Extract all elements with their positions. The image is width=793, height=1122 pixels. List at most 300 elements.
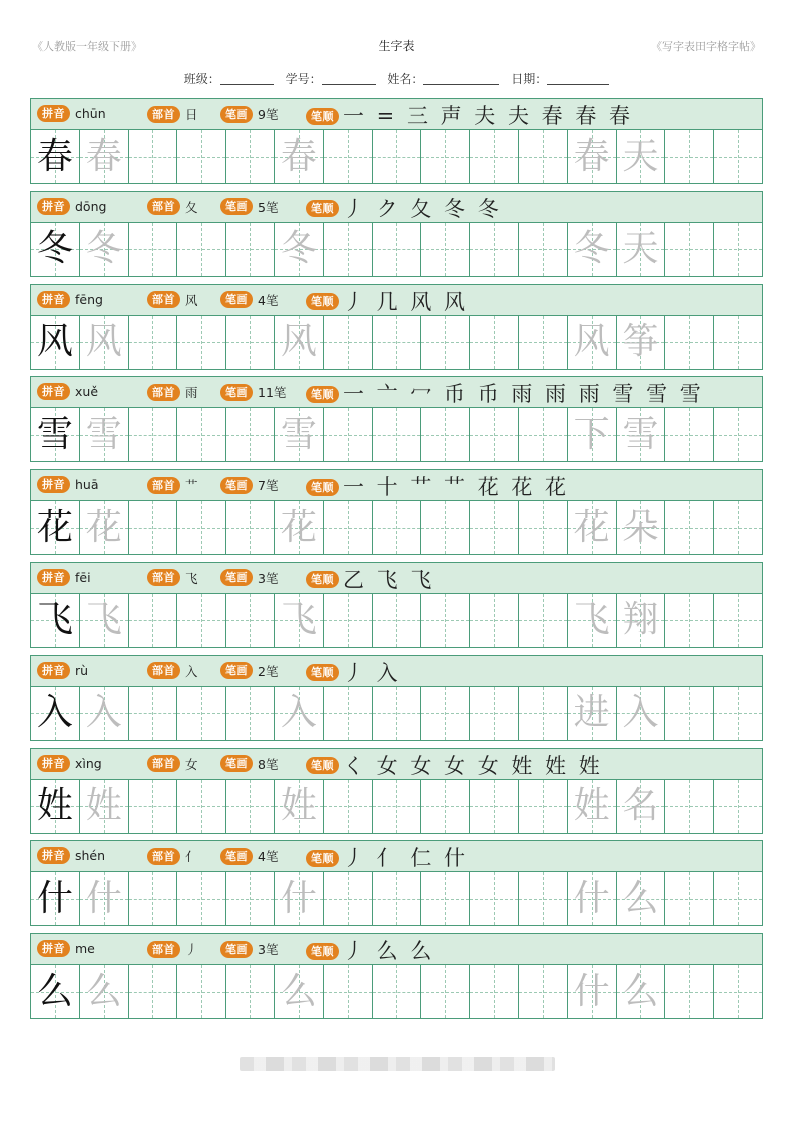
writing-cell[interactable] — [617, 501, 666, 554]
writing-cell[interactable] — [31, 316, 80, 369]
stroke-count-segment — [220, 940, 278, 958]
writing-cell[interactable] — [324, 780, 373, 833]
writing-cell[interactable] — [129, 223, 178, 276]
pinyin-segment — [37, 105, 106, 122]
writing-cell[interactable] — [568, 780, 617, 833]
stroke-count-value: 3笔 — [258, 942, 279, 958]
writing-cell[interactable] — [519, 872, 568, 925]
writing-cell[interactable] — [226, 872, 275, 925]
class-field — [184, 70, 274, 87]
writing-cell[interactable] — [177, 872, 226, 925]
pinyin-value: shén — [75, 848, 106, 864]
writing-cell[interactable] — [226, 594, 275, 647]
writing-cell[interactable] — [665, 687, 714, 740]
writing-cell[interactable] — [470, 223, 519, 276]
stroke-count-segment — [220, 476, 278, 494]
page-title: 生字表 — [378, 39, 415, 53]
stroke-order-value: 丿 么 么 — [343, 939, 435, 964]
radical-value: 女 — [185, 756, 198, 772]
writing-cell[interactable] — [31, 501, 80, 554]
writing-cell[interactable] — [568, 501, 617, 554]
writing-cell[interactable] — [617, 223, 666, 276]
trace-character: 雪 — [85, 413, 122, 455]
radical-value: 艹 — [185, 478, 198, 494]
writing-cell[interactable] — [665, 965, 714, 1018]
writing-cell[interactable] — [617, 594, 666, 647]
trace-character: 飞 — [280, 599, 317, 641]
writing-cell[interactable] — [568, 223, 617, 276]
writing-cell[interactable] — [373, 594, 422, 647]
pinyin-value: huā — [75, 477, 99, 493]
writing-cell[interactable] — [665, 223, 714, 276]
tianzige-grid — [31, 223, 762, 276]
trace-character: 么 — [85, 970, 122, 1012]
stroke-count-label: 笔画 — [220, 198, 253, 215]
writing-cell[interactable] — [373, 130, 422, 183]
writing-cell[interactable] — [324, 965, 373, 1018]
writing-cell[interactable] — [470, 501, 519, 554]
writing-cell[interactable] — [470, 316, 519, 369]
writing-cell[interactable] — [373, 965, 422, 1018]
stroke-count-label: 笔画 — [220, 477, 253, 494]
textbook-edition: 《人教版一年级下册》 — [32, 40, 142, 53]
stroke-order-segment — [306, 755, 603, 777]
writing-cell[interactable] — [568, 965, 617, 1018]
model-character: 飞 — [36, 599, 73, 641]
model-character: 入 — [36, 692, 73, 734]
model-character: 什 — [36, 877, 73, 919]
writing-cell[interactable] — [31, 780, 80, 833]
radical-segment — [147, 569, 198, 587]
writing-cell[interactable] — [714, 687, 762, 740]
writing-cell[interactable] — [177, 223, 226, 276]
stroke-count-label: 笔画 — [220, 755, 253, 772]
stroke-order-label: 笔顺 — [306, 943, 339, 960]
trace-character: 姓 — [85, 785, 122, 827]
radical-label: 部首 — [147, 106, 180, 123]
writing-cell[interactable] — [519, 594, 568, 647]
radical-value: 亻 — [185, 849, 198, 865]
writing-cell[interactable] — [519, 130, 568, 183]
writing-cell[interactable] — [129, 130, 178, 183]
trace-character: 雪 — [280, 413, 317, 455]
stroke-order-segment — [306, 383, 704, 405]
trace-character: 么 — [280, 970, 317, 1012]
writing-cell[interactable] — [80, 223, 129, 276]
stroke-order-label: 笔顺 — [306, 386, 339, 403]
writing-cell[interactable] — [665, 408, 714, 461]
name-label: 姓名： — [387, 72, 424, 86]
pinyin-label: 拼音 — [37, 569, 70, 586]
writing-cell[interactable] — [324, 316, 373, 369]
char-info-header — [31, 749, 762, 780]
writing-cell[interactable] — [421, 408, 470, 461]
char-info-header — [31, 377, 762, 408]
stroke-order-label: 笔顺 — [306, 664, 339, 681]
trace-character: 入 — [622, 692, 659, 734]
stroke-count-segment — [220, 198, 278, 216]
writing-cell[interactable] — [177, 594, 226, 647]
writing-cell[interactable] — [275, 223, 324, 276]
stroke-order-value: 一 十 艹 艹 花 花 花 — [343, 475, 570, 500]
writing-cell[interactable] — [665, 780, 714, 833]
writing-cell[interactable] — [129, 501, 178, 554]
radical-value: 雨 — [185, 385, 198, 401]
writing-cell[interactable] — [714, 965, 762, 1018]
writing-cell[interactable] — [665, 316, 714, 369]
writing-cell[interactable] — [519, 687, 568, 740]
trace-character: 飞 — [85, 599, 122, 641]
writing-cell[interactable] — [373, 223, 422, 276]
name-blank[interactable] — [423, 73, 499, 85]
number-label: 学号： — [285, 72, 322, 86]
writing-cell[interactable] — [373, 687, 422, 740]
writing-cell[interactable] — [617, 130, 666, 183]
writing-cell[interactable] — [519, 408, 568, 461]
stroke-count-label: 笔画 — [220, 848, 253, 865]
radical-label: 部首 — [147, 198, 180, 215]
writing-cell[interactable] — [373, 501, 422, 554]
writing-cell[interactable] — [714, 501, 762, 554]
writing-cell[interactable] — [80, 965, 129, 1018]
radical-segment — [147, 476, 198, 494]
tianzige-grid — [31, 687, 762, 740]
writing-cell[interactable] — [275, 316, 324, 369]
writing-cell[interactable] — [617, 408, 666, 461]
writing-cell[interactable] — [177, 408, 226, 461]
trace-character: 冬 — [280, 228, 317, 270]
pinyin-segment — [37, 940, 95, 957]
writing-cell[interactable] — [177, 316, 226, 369]
pinyin-label: 拼音 — [37, 198, 70, 215]
writing-cell[interactable] — [226, 780, 275, 833]
writing-cell[interactable] — [226, 130, 275, 183]
trace-character: 冬 — [573, 228, 610, 270]
writing-cell[interactable] — [31, 687, 80, 740]
writing-cell[interactable] — [519, 965, 568, 1018]
writing-cell[interactable] — [275, 687, 324, 740]
writing-cell[interactable] — [324, 872, 373, 925]
char-row-8 — [30, 748, 763, 834]
writing-cell[interactable] — [177, 687, 226, 740]
char-row-6 — [30, 562, 763, 648]
writing-cell[interactable] — [226, 408, 275, 461]
writing-cell[interactable] — [470, 594, 519, 647]
pinyin-segment — [37, 847, 105, 864]
writing-cell[interactable] — [80, 316, 129, 369]
tianzige-grid — [31, 408, 762, 461]
writing-cell[interactable] — [519, 501, 568, 554]
writing-cell[interactable] — [568, 687, 617, 740]
model-character: 姓 — [36, 785, 73, 827]
writing-cell[interactable] — [226, 316, 275, 369]
trace-character: 么 — [622, 877, 659, 919]
writing-cell[interactable] — [80, 872, 129, 925]
radical-segment — [147, 383, 198, 401]
writing-cell[interactable] — [80, 501, 129, 554]
writing-cell[interactable] — [714, 780, 762, 833]
char-info-header — [31, 99, 762, 130]
model-character: 风 — [36, 321, 73, 363]
tianzige-grid — [31, 130, 762, 183]
stroke-count-label: 笔画 — [220, 291, 253, 308]
writing-cell[interactable] — [275, 872, 324, 925]
stroke-count-value: 2笔 — [258, 663, 279, 679]
writing-cell[interactable] — [275, 965, 324, 1018]
pinyin-segment — [37, 569, 91, 586]
stroke-order-value: 一 亠 冖 币 币 雨 雨 雨 雪 雪 雪 — [343, 382, 704, 407]
radical-label: 部首 — [147, 569, 180, 586]
writing-cell[interactable] — [714, 594, 762, 647]
stroke-order-label: 笔顺 — [306, 571, 339, 588]
writing-cell[interactable] — [470, 780, 519, 833]
trace-character: 什 — [280, 877, 317, 919]
stroke-order-segment — [306, 198, 502, 220]
writing-cell[interactable] — [275, 594, 324, 647]
writing-cell[interactable] — [568, 130, 617, 183]
stroke-count-segment — [220, 291, 278, 309]
pinyin-value: fēi — [75, 569, 91, 585]
writing-cell[interactable] — [568, 594, 617, 647]
radical-value: 日 — [185, 107, 198, 122]
writing-cell[interactable] — [373, 408, 422, 461]
writing-cell[interactable] — [31, 594, 80, 647]
pinyin-label: 拼音 — [37, 105, 70, 122]
writing-cell[interactable] — [226, 501, 275, 554]
writing-cell[interactable] — [324, 130, 373, 183]
writing-cell[interactable] — [129, 408, 178, 461]
writing-cell[interactable] — [80, 408, 129, 461]
trace-character: 下 — [573, 413, 610, 455]
writing-cell[interactable] — [421, 130, 470, 183]
trace-character: 姓 — [280, 785, 317, 827]
writing-cell[interactable] — [714, 316, 762, 369]
stroke-count-segment — [220, 755, 278, 773]
trace-character: 雪 — [622, 413, 659, 455]
pinyin-value: fēng — [75, 291, 103, 307]
stroke-order-segment — [306, 476, 569, 498]
stroke-count-segment — [220, 662, 278, 680]
writing-cell[interactable] — [31, 223, 80, 276]
writing-cell[interactable] — [31, 965, 80, 1018]
pinyin-segment — [37, 662, 88, 679]
stroke-count-label: 笔画 — [220, 106, 253, 123]
writing-cell[interactable] — [226, 687, 275, 740]
writing-cell[interactable] — [275, 408, 324, 461]
radical-label: 部首 — [147, 384, 180, 401]
radical-label: 部首 — [147, 477, 180, 494]
writing-cell[interactable] — [31, 130, 80, 183]
writing-cell[interactable] — [617, 687, 666, 740]
writing-cell[interactable] — [129, 594, 178, 647]
writing-cell[interactable] — [519, 223, 568, 276]
stroke-order-value: 丿 几 风 风 — [343, 289, 469, 314]
writing-cell[interactable] — [421, 780, 470, 833]
stroke-count-value: 4笔 — [258, 849, 279, 865]
tianzige-grid — [31, 594, 762, 647]
char-info-header — [31, 470, 762, 501]
radical-label: 部首 — [147, 941, 180, 958]
trace-character: 什 — [85, 877, 122, 919]
class-label: 班级： — [183, 72, 220, 86]
writing-cell[interactable] — [31, 872, 80, 925]
writing-cell[interactable] — [421, 316, 470, 369]
writing-cell[interactable] — [519, 316, 568, 369]
tianzige-grid — [31, 780, 762, 833]
pinyin-label: 拼音 — [37, 755, 70, 772]
writing-cell[interactable] — [568, 408, 617, 461]
writing-cell[interactable] — [129, 687, 178, 740]
pinyin-label: 拼音 — [37, 662, 70, 679]
radical-value: 入 — [185, 663, 198, 679]
stroke-count-value: 7笔 — [258, 478, 279, 494]
char-info-header — [31, 934, 762, 965]
pinyin-label: 拼音 — [37, 383, 70, 400]
character-rows — [30, 98, 763, 1026]
tianzige-grid — [31, 501, 762, 554]
workbook-title: 《写字表田字格字帖》 — [651, 40, 761, 53]
writing-cell[interactable] — [373, 872, 422, 925]
writing-cell[interactable] — [129, 316, 178, 369]
writing-cell[interactable] — [665, 501, 714, 554]
writing-cell[interactable] — [568, 316, 617, 369]
pinyin-value: xuě — [75, 384, 99, 400]
trace-character: 入 — [280, 692, 317, 734]
writing-cell[interactable] — [470, 965, 519, 1018]
trace-character: 筝 — [622, 321, 659, 363]
writing-cell[interactable] — [470, 872, 519, 925]
date-blank[interactable] — [547, 73, 609, 85]
pinyin-value: me — [75, 941, 95, 957]
radical-label: 部首 — [147, 291, 180, 308]
writing-cell[interactable] — [129, 780, 178, 833]
pinyin-label: 拼音 — [37, 476, 70, 493]
writing-cell[interactable] — [373, 316, 422, 369]
radical-segment — [147, 847, 198, 865]
writing-cell[interactable] — [80, 687, 129, 740]
writing-cell[interactable] — [80, 594, 129, 647]
writing-cell[interactable] — [275, 780, 324, 833]
writing-cell[interactable] — [665, 594, 714, 647]
writing-cell[interactable] — [665, 130, 714, 183]
date-label: 日期： — [511, 72, 548, 86]
writing-cell[interactable] — [421, 965, 470, 1018]
writing-cell[interactable] — [421, 594, 470, 647]
stroke-order-value: 丿 ク 夂 冬 冬 — [343, 196, 502, 221]
writing-cell[interactable] — [373, 780, 422, 833]
writing-cell[interactable] — [80, 130, 129, 183]
writing-cell[interactable] — [324, 594, 373, 647]
trace-character: 冬 — [85, 228, 122, 270]
pinyin-value: rù — [75, 662, 89, 678]
writing-cell[interactable] — [275, 130, 324, 183]
page-header — [30, 38, 763, 54]
stroke-order-segment — [306, 940, 434, 962]
trace-character: 春 — [85, 135, 122, 177]
char-row-4 — [30, 376, 763, 462]
trace-character: 花 — [85, 506, 122, 548]
writing-cell[interactable] — [470, 687, 519, 740]
writing-cell[interactable] — [275, 501, 324, 554]
writing-cell[interactable] — [714, 408, 762, 461]
blurred-footer — [240, 1057, 555, 1071]
writing-cell[interactable] — [177, 501, 226, 554]
model-character: 冬 — [36, 228, 73, 270]
writing-cell[interactable] — [129, 872, 178, 925]
char-info-header — [31, 563, 762, 594]
writing-cell[interactable] — [421, 501, 470, 554]
writing-cell[interactable] — [617, 780, 666, 833]
radical-segment — [147, 291, 198, 309]
writing-cell[interactable] — [177, 965, 226, 1018]
writing-cell[interactable] — [80, 780, 129, 833]
writing-cell[interactable] — [665, 872, 714, 925]
writing-cell[interactable] — [470, 130, 519, 183]
class-blank[interactable] — [220, 73, 274, 85]
pinyin-value: dōng — [75, 198, 107, 214]
radical-segment — [147, 198, 198, 216]
char-info-header — [31, 285, 762, 316]
trace-character: 名 — [622, 785, 659, 827]
pinyin-value: chūn — [75, 106, 106, 121]
pinyin-segment — [37, 383, 98, 400]
writing-cell[interactable] — [226, 223, 275, 276]
stroke-count-label: 笔画 — [220, 384, 253, 401]
model-character: 花 — [36, 506, 73, 548]
writing-cell[interactable] — [31, 408, 80, 461]
trace-character: 风 — [85, 321, 122, 363]
stroke-order-value: 乙 飞 飞 — [343, 567, 435, 592]
writing-cell[interactable] — [617, 316, 666, 369]
writing-cell[interactable] — [470, 408, 519, 461]
writing-cell[interactable] — [617, 872, 666, 925]
number-blank[interactable] — [322, 73, 376, 85]
trace-character: 春 — [573, 135, 610, 177]
tianzige-grid — [31, 316, 762, 369]
trace-character: 姓 — [573, 785, 610, 827]
writing-cell[interactable] — [177, 130, 226, 183]
stroke-order-segment — [306, 662, 401, 684]
trace-character: 风 — [280, 321, 317, 363]
char-row-10 — [30, 933, 763, 1019]
trace-character: 进 — [573, 692, 610, 734]
model-character: 么 — [36, 970, 73, 1012]
pinyin-segment — [37, 291, 103, 308]
writing-cell[interactable] — [226, 965, 275, 1018]
writing-cell[interactable] — [714, 130, 762, 183]
trace-character: 朵 — [622, 506, 659, 548]
writing-cell[interactable] — [714, 872, 762, 925]
writing-cell[interactable] — [324, 501, 373, 554]
writing-cell[interactable] — [617, 965, 666, 1018]
writing-cell[interactable] — [324, 687, 373, 740]
pinyin-label: 拼音 — [37, 291, 70, 308]
trace-character: 天 — [622, 228, 659, 270]
writing-cell[interactable] — [519, 780, 568, 833]
writing-cell[interactable] — [568, 872, 617, 925]
writing-cell[interactable] — [714, 223, 762, 276]
writing-cell[interactable] — [324, 408, 373, 461]
writing-cell[interactable] — [177, 780, 226, 833]
trace-character: 入 — [85, 692, 122, 734]
writing-cell[interactable] — [129, 965, 178, 1018]
writing-cell[interactable] — [324, 223, 373, 276]
writing-cell[interactable] — [421, 872, 470, 925]
student-info-line — [0, 70, 793, 87]
radical-label: 部首 — [147, 662, 180, 679]
writing-cell[interactable] — [421, 687, 470, 740]
writing-cell[interactable] — [421, 223, 470, 276]
